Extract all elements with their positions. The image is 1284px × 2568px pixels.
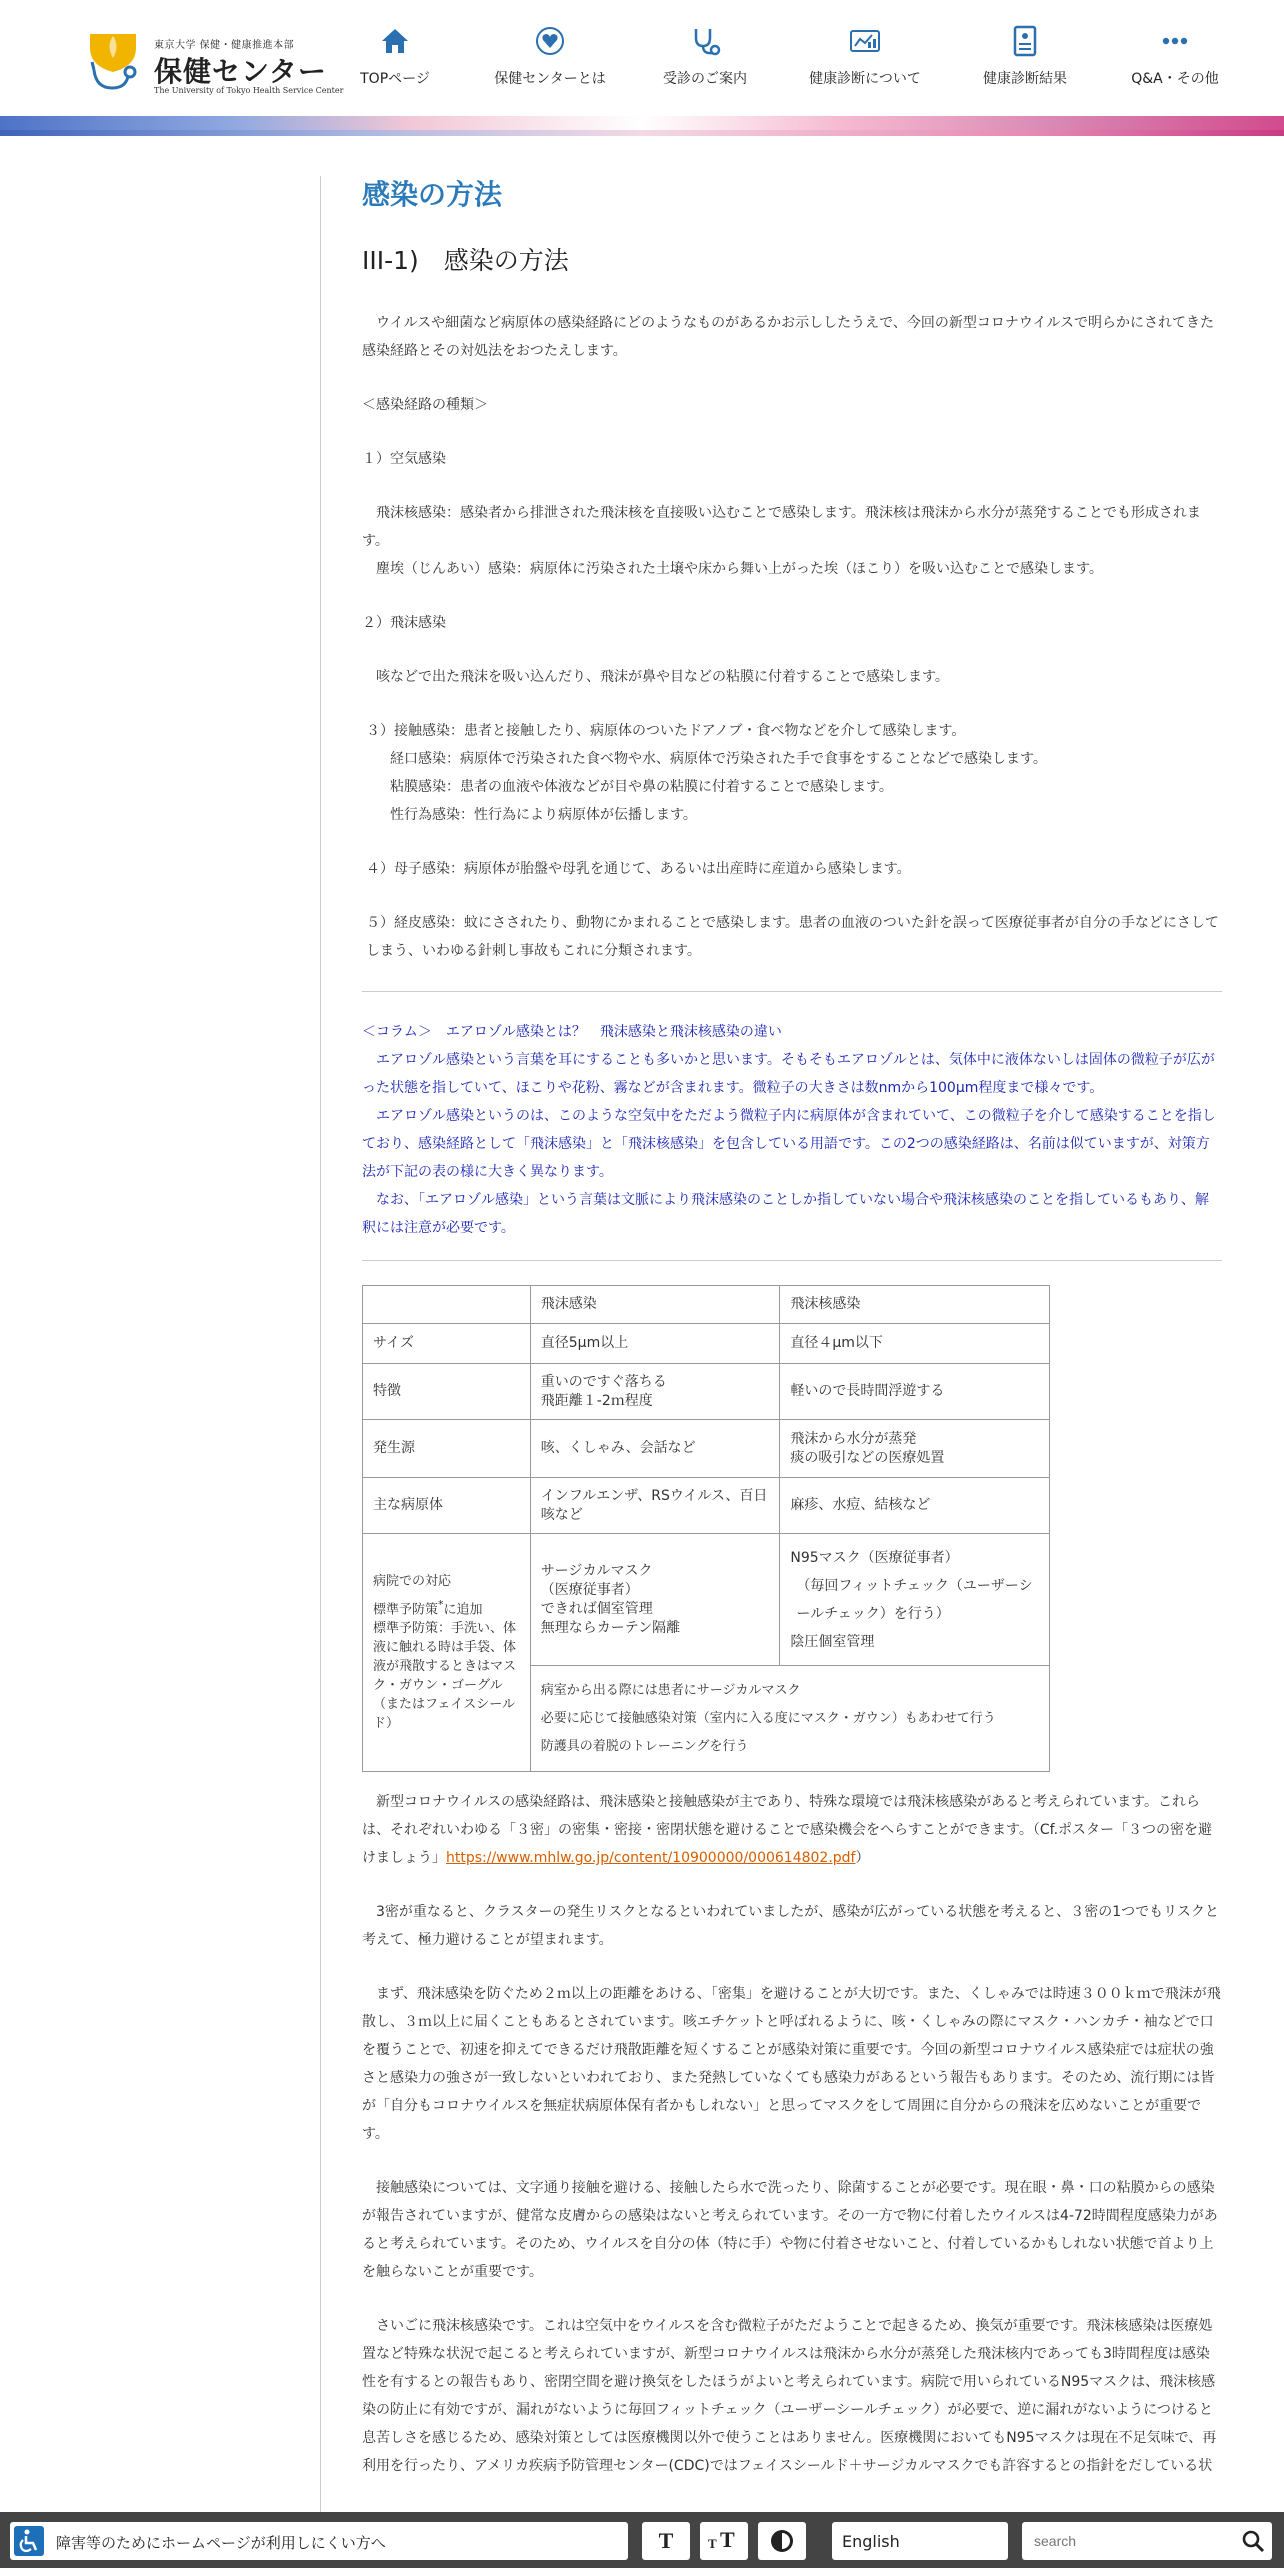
column-paragraph-3: なお、「エアロゾル感染」という言葉は文脈により飛沫感染のことしか指していない場合や飛沫核感染のことを指しているもあり、解釈には注意が必要です。 xyxy=(362,1192,1209,1236)
table-cell-common-measures xyxy=(530,1666,1049,1772)
covid-paragraph-3: まず、飛沫感染を防ぐため２ｍ以上の距離をあける、「密集」を避けることが大切です。また、くしゃみでは時速３００ｋｍで飛沫が飛散し、３ｍ以上に届くこともあるとされています。咳エチケットと呼ばれるように、咳・くしゃみの際にマスク・ハンカチ・袖などで口を覆うことで、初速を抑えてできるだけ飛散距離を短くすることが感染対策に重要です。今回の新型コロナウイルス感染症では症状の強さと感染力の強さが一致しないといわれており、また発熱していなくても感染力があるという報告もあります。そのため、流行期には皆が「自分もコロナウイルスを無症状病原体保有者かもしれない」と思ってマスクをして周囲に自分からの飛沫を広めないことが重要です。 xyxy=(362,1986,1221,2142)
standard-sup: * xyxy=(438,1597,444,1611)
table-header-row xyxy=(363,1286,1050,1324)
column-paragraph-1: エアロゾル感染という言葉を耳にすることも多いかと思います。そもそもエアロゾルとは、気体中に液体ないしは固体の微粒子が広がった状態を指していて、ほこりや花粉、霧などが含まれます。微粒子の大きさは数nmから100μm程度まで様々です。 xyxy=(362,1052,1215,1096)
nav-label-about: 保健センターとは xyxy=(494,71,606,87)
covid-paragraph-4: 接触感染については、文字通り接触を避ける、接触したら水で洗ったり、除菌することが必要です。現在眼・鼻・口の粘膜からの感染が報告されていますが、健常な皮膚からの感染はないと考えられています。その一方で物に付着したウイルスは4-72時間程度感染力があると考えられています。そのため、ウイルスを自分の体（特に手）や物に付着させないこと、付着しているかもしれない状態で首より上を触らないことが重要です。 xyxy=(362,2180,1218,2280)
logo-mark-icon xyxy=(82,28,144,96)
contact-sexual: 性行為感染：性行為により病原体が伝播します。 xyxy=(390,807,697,823)
measure-line: 陰圧個室管理 xyxy=(790,1633,875,1650)
nav-label-top: TOPページ xyxy=(360,71,430,87)
standard-precaution-note: 標準予防策：手洗い、体液に触れる時は手袋、体液が飛散するときはマスク・ガウン・ゴーグル（またはフェイスシールド） xyxy=(373,1621,517,1732)
table-row-label-hospital xyxy=(363,1534,531,1772)
font-size-normal-button[interactable] xyxy=(642,2522,690,2560)
table-cell-nucleus-measures xyxy=(780,1534,1050,1666)
nav-label-results: 健康診断結果 xyxy=(983,71,1067,87)
covid-paragraph-1-end: ） xyxy=(855,1850,870,1866)
table-row xyxy=(363,1420,1050,1478)
mhlw-poster-link[interactable]: https://www.mhlw.go.jp/content/10900000/000614802.pdf xyxy=(446,1850,856,1866)
contrast-toggle-button[interactable] xyxy=(758,2522,806,2560)
column-title: ＜コラム＞ エアロゾル感染とは？ 飛沫感染と飛沫核感染の違い xyxy=(362,1024,782,1040)
air-text-dust: 塵埃（じんあい）感染：病原体に汚染された土壌や床から舞い上がった埃（ほこり）を吸い込むことで感染します。 xyxy=(376,561,1103,577)
measure-line: （医療従事者） xyxy=(540,1581,639,1598)
table-cell-empty xyxy=(363,1286,531,1324)
routes-heading: ＜感染経路の種類＞ xyxy=(362,397,488,413)
measure-line: サージカルマスク xyxy=(540,1562,653,1579)
site-header xyxy=(0,0,1284,116)
droplet-text: 咳などで出た飛沫を吸い込んだり、飛沫が鼻や目などの粘膜に付着することで感染します。 xyxy=(376,669,949,685)
table-cell-droplet-measures xyxy=(530,1534,780,1666)
table-cell xyxy=(780,1420,1050,1478)
main-content xyxy=(362,175,1222,2480)
table-row-hospital xyxy=(363,1534,1050,1666)
table-row-label: 発生源 xyxy=(363,1420,531,1478)
droplet-heading: ２）飛沫感染 xyxy=(362,615,446,631)
page-title: 感染の方法 xyxy=(362,178,503,211)
site-logo[interactable] xyxy=(82,28,344,98)
nav-label-checkup: 健康診断について xyxy=(809,71,921,87)
sidebar-divider xyxy=(320,176,321,2516)
covid-paragraph-5: さいごに飛沫核感染です。これは空気中をウイルスを含む微粒子がただようことで起きるため、換気が重要です。飛沫核感染は医療処置など特殊な状況で起こると考えられていますが、新型コロナウイルスは飛沫から水分が蒸発した飛沫核内であっても3時間程度は感染性を有するとの報告もあり、密閉空間を避け換気をしたほうがよいと考えられています。病院で用いられているN95マスクは、飛沫核感染の防止に有効ですが、漏れがないように毎回フィットチェック（ユーザーシールチェック）が必要で、逆に漏れがないようにつけると息苦しさを感じるため、感染対策としては医療機関以外で使うことはありません。医療機関においてもN95マスクは現在不足気味で、再利用を行ったり、アメリカ疾病予防管理センター(CDC)ではフェイスシールド＋サージカルマスクでも許容するとの指針をだしている状 xyxy=(362,2318,1217,2474)
table-row xyxy=(363,1364,1050,1420)
standard-label: 標準予防策 xyxy=(373,1602,439,1618)
hospital-label: 病院での対応 xyxy=(373,1573,452,1589)
font-large-small-glyph: T xyxy=(708,2536,717,2551)
nav-label-consultation: 受診のご案内 xyxy=(663,71,747,87)
contact-mucosal: 粘膜感染：患者の血液や体液などが目や鼻の粘膜に付着することで感染します。 xyxy=(390,779,893,795)
column-paragraph-2: エアロゾル感染というのは、このような空気中をただよう微粒子内に病原体が含まれていて、この微粒子を介して感染することを指しており、感染経路として「飛沫感染」と「飛沫核感染」を包含している用語です。この2つの感染経路は、名前は似ていますが、対策方法が下記の表の様に大きく異なります。 xyxy=(362,1108,1216,1180)
search-icon[interactable] xyxy=(1240,2528,1266,2554)
covid-paragraph-2: 3密が重なると、クラスターの発生リスクとなるといわれていましたが、感染が広がっている状態を考えると、３密の1つでもリスクと考えて、極力避けることが望まれます。 xyxy=(362,1904,1219,1948)
section-heading: III-1) 感染の方法 xyxy=(362,246,569,275)
measure-line: 必要に応じて接触感染対策（室内に入る度にマスク・ガウン）もあわせて行う xyxy=(540,1710,996,1726)
standard-precaution-label xyxy=(373,1595,520,1619)
divider xyxy=(362,991,1222,992)
logo-english-name: The University of Tokyo Health Service Center xyxy=(154,86,344,95)
intro-paragraph: ウイルスや細菌など病原体の感染経路にどのようなものがあるかお示ししたうえで、今回の新型コロナウイルスで明らかにされてきた感染経路とその対処法をおつたえします。 xyxy=(362,315,1215,359)
heart-hand-icon xyxy=(533,24,567,58)
contact-heading: ３）接触感染：患者と接触したり、病原体のついたドアノブ・食べ物などを介して感染します。 xyxy=(366,723,966,739)
table-row-label: サイズ xyxy=(363,1324,531,1364)
language-label: English xyxy=(842,2532,900,2551)
search-input[interactable] xyxy=(1034,2531,1224,2551)
covid-paragraph-1 xyxy=(362,1788,1222,1872)
document-icon xyxy=(1008,24,1042,58)
nav-item-top[interactable] xyxy=(330,20,460,100)
nav-item-consultation[interactable] xyxy=(640,20,770,100)
accessibility-link[interactable] xyxy=(10,2522,628,2560)
table-cell-line: 飛沫から水分が蒸発 xyxy=(790,1430,917,1447)
language-select[interactable] xyxy=(832,2522,1008,2560)
logo-org-name: 東京大学 保健・健康推進本部 xyxy=(154,40,295,51)
table-cell: 直径４μm以下 xyxy=(780,1324,1050,1364)
table-cell-line: 飛距離１-2ｍ程度 xyxy=(540,1392,653,1409)
table-header-droplet: 飛沫感染 xyxy=(530,1286,780,1324)
font-normal-icon: T xyxy=(658,2528,674,2553)
table-row-label: 主な病原体 xyxy=(363,1478,531,1534)
table-cell: 直径5μm以上 xyxy=(530,1324,780,1364)
chart-board-icon xyxy=(848,24,882,58)
table-cell: 麻疹、水痘、結核など xyxy=(780,1478,1050,1534)
table-cell: 咳、くしゃみ、会話など xyxy=(530,1420,780,1478)
air-heading: １）空気感染 xyxy=(362,451,446,467)
search-box xyxy=(1022,2522,1272,2560)
covid-paragraph-1-text: 新型コロナウイルスの感染経路は、飛沫感染と接触感染が主であり、特殊な環境では飛沫核感染があると考えられています。これらは、それぞれいわゆる「３密」の密集・密接・密閉状態を避けることで感染機会をへらすことができます。（Cf.ポスター「３つの密を避けましょう」 xyxy=(362,1794,1213,1866)
more-dots-icon xyxy=(1158,24,1192,58)
mother-child-text: ４）母子感染：病原体が胎盤や母乳を通じて、あるいは出産時に産道から感染します。 xyxy=(366,861,911,877)
nav-item-qa[interactable] xyxy=(1110,20,1240,100)
home-icon xyxy=(378,24,412,58)
measure-line: 無理ならカーテン隔離 xyxy=(540,1619,681,1636)
table-cell-line: 重いのですぐ落ちる xyxy=(540,1373,667,1390)
font-large-icon: T xyxy=(720,2527,735,2552)
air-text-nucleus: 飛沫核感染：感染者から排泄された飛沫核を直接吸い込むことで感染します。飛沫核は飛沫から水分が蒸発することでも形成されます。 xyxy=(362,505,1201,549)
wheelchair-icon xyxy=(14,2526,44,2556)
main-nav xyxy=(330,20,1230,100)
decorative-gradient-band-lower xyxy=(0,130,1284,136)
accessibility-label: 障害等のためにホームページが利用しにくい方へ xyxy=(56,2534,386,2552)
logo-title: 保健センター xyxy=(154,55,327,88)
table-cell-line: 痰の吸引などの医療処置 xyxy=(790,1449,945,1466)
standard-suffix: に追加 xyxy=(443,1602,483,1618)
nav-item-about[interactable] xyxy=(475,20,625,100)
table-row xyxy=(363,1324,1050,1364)
comparison-table xyxy=(362,1285,1050,1772)
nav-item-results[interactable] xyxy=(955,20,1095,100)
measure-line: （毎回フィットチェック（ユーザーシールチェック）を行う） xyxy=(796,1577,1033,1622)
table-header-nucleus: 飛沫核感染 xyxy=(780,1286,1050,1324)
stethoscope-icon xyxy=(688,24,722,58)
measure-line: 防護具の着脱のトレーニングを行う xyxy=(540,1738,749,1754)
font-size-large-button[interactable] xyxy=(700,2522,748,2560)
accessibility-toolbar xyxy=(0,2512,1284,2568)
measure-line: できれば個室管理 xyxy=(540,1600,653,1617)
percutaneous-text: ５）経皮感染：蚊にさされたり、動物にかまれることで感染します。患者の血液のついた針を誤って医療従事者が自分の手などにさしてしまう、いわゆる針刺し事故もこれに分類されます。 xyxy=(366,915,1219,959)
divider xyxy=(362,1260,1222,1261)
contrast-icon xyxy=(758,2522,806,2560)
table-cell: インフルエンザ、RSウイルス、百日咳など xyxy=(530,1478,780,1534)
nav-label-qa: Q&A・その他 xyxy=(1131,71,1219,87)
table-row xyxy=(363,1478,1050,1534)
table-cell: 軽いので長時間浮遊する xyxy=(780,1364,1050,1420)
table-row-label: 特徴 xyxy=(363,1364,531,1420)
contact-oral: 経口感染：病原体で汚染された食べ物や水、病原体で汚染された手で食事をすることなどで感染します。 xyxy=(390,751,1047,767)
table-cell xyxy=(530,1364,780,1420)
measure-line: 病室から出る際には患者にサージカルマスク xyxy=(540,1682,801,1698)
measure-line: N95マスク（医療従事者） xyxy=(790,1549,959,1566)
nav-item-checkup[interactable] xyxy=(785,20,945,100)
